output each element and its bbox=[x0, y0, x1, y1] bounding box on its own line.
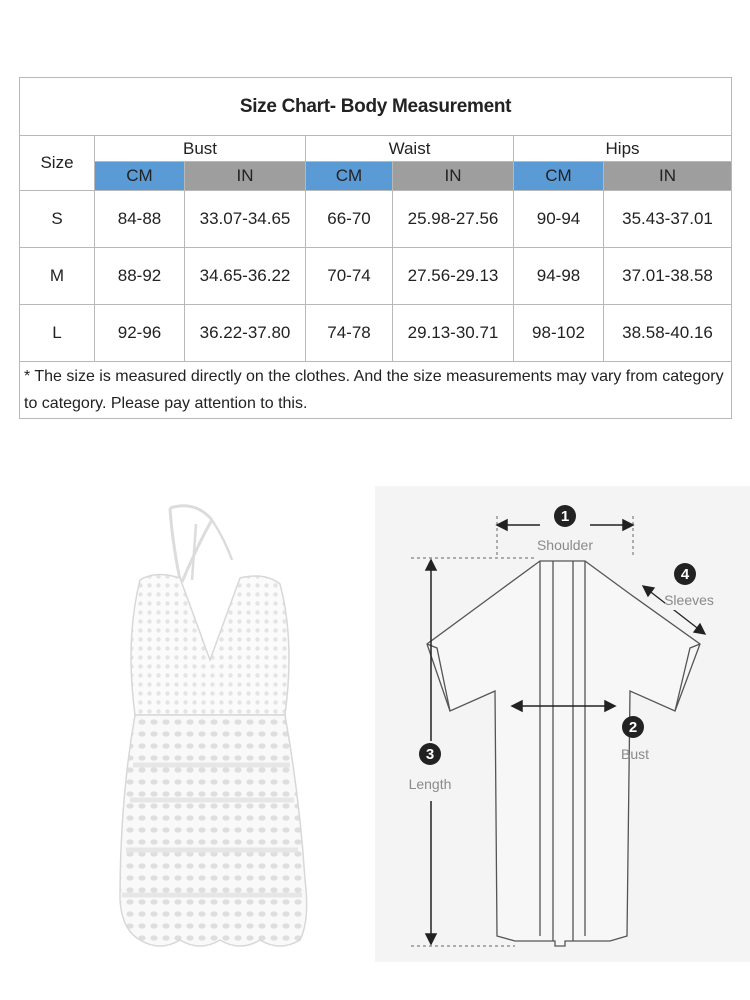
unit-header-in: IN bbox=[393, 162, 514, 191]
group-header-bust: Bust bbox=[95, 136, 306, 162]
bust-cm-cell: 92-96 bbox=[95, 305, 185, 362]
unit-header-cm: CM bbox=[95, 162, 185, 191]
marker-number: 4 bbox=[680, 566, 690, 583]
size-cell: L bbox=[20, 305, 95, 362]
hips-cm-cell: 94-98 bbox=[514, 248, 604, 305]
waist-cm-cell: 74-78 bbox=[306, 305, 393, 362]
table-row bbox=[20, 305, 732, 362]
hips-in-cell: 38.58-40.16 bbox=[604, 305, 732, 362]
group-header-waist: Waist bbox=[306, 136, 514, 162]
hips-cm-cell: 98-102 bbox=[514, 305, 604, 362]
shoulder-label: Shoulder bbox=[536, 537, 594, 553]
unit-header-cm: CM bbox=[514, 162, 604, 191]
size-column-header: Size bbox=[20, 136, 95, 191]
waist-cm-cell: 66-70 bbox=[306, 191, 393, 248]
marker-number: 2 bbox=[628, 719, 638, 736]
marker-number: 3 bbox=[425, 746, 435, 763]
bust-in-cell: 34.65-36.22 bbox=[185, 248, 306, 305]
bust-label: Bust bbox=[620, 746, 650, 762]
table-row bbox=[20, 191, 732, 248]
hips-in-cell: 37.01-38.58 bbox=[604, 248, 732, 305]
table-title: Size Chart- Body Measurement bbox=[20, 78, 732, 136]
bust-in-cell: 33.07-34.65 bbox=[185, 191, 306, 248]
size-cell: S bbox=[20, 191, 95, 248]
bust-in-cell: 36.22-37.80 bbox=[185, 305, 306, 362]
dress-product-image bbox=[100, 500, 320, 970]
unit-header-in: IN bbox=[185, 162, 306, 191]
size-note: * The size is measured directly on the clothes. And the size measurements may vary from category to category. Please pay attention to this. bbox=[20, 362, 732, 419]
length-label: Length bbox=[408, 776, 452, 792]
waist-in-cell: 25.98-27.56 bbox=[393, 191, 514, 248]
hips-cm-cell: 90-94 bbox=[514, 191, 604, 248]
waist-cm-cell: 70-74 bbox=[306, 248, 393, 305]
size-cell: M bbox=[20, 248, 95, 305]
unit-header-cm: CM bbox=[306, 162, 393, 191]
sleeves-label: Sleeves bbox=[664, 592, 714, 608]
bust-cm-cell: 88-92 bbox=[95, 248, 185, 305]
waist-in-cell: 27.56-29.13 bbox=[393, 248, 514, 305]
waist-in-cell: 29.13-30.71 bbox=[393, 305, 514, 362]
garment-measurement-diagram bbox=[375, 486, 750, 962]
unit-header-in: IN bbox=[604, 162, 732, 191]
group-header-hips: Hips bbox=[514, 136, 732, 162]
table-row bbox=[20, 248, 732, 305]
marker-number: 1 bbox=[560, 508, 570, 525]
size-chart-table bbox=[19, 77, 732, 419]
hips-in-cell: 35.43-37.01 bbox=[604, 191, 732, 248]
bust-cm-cell: 84-88 bbox=[95, 191, 185, 248]
